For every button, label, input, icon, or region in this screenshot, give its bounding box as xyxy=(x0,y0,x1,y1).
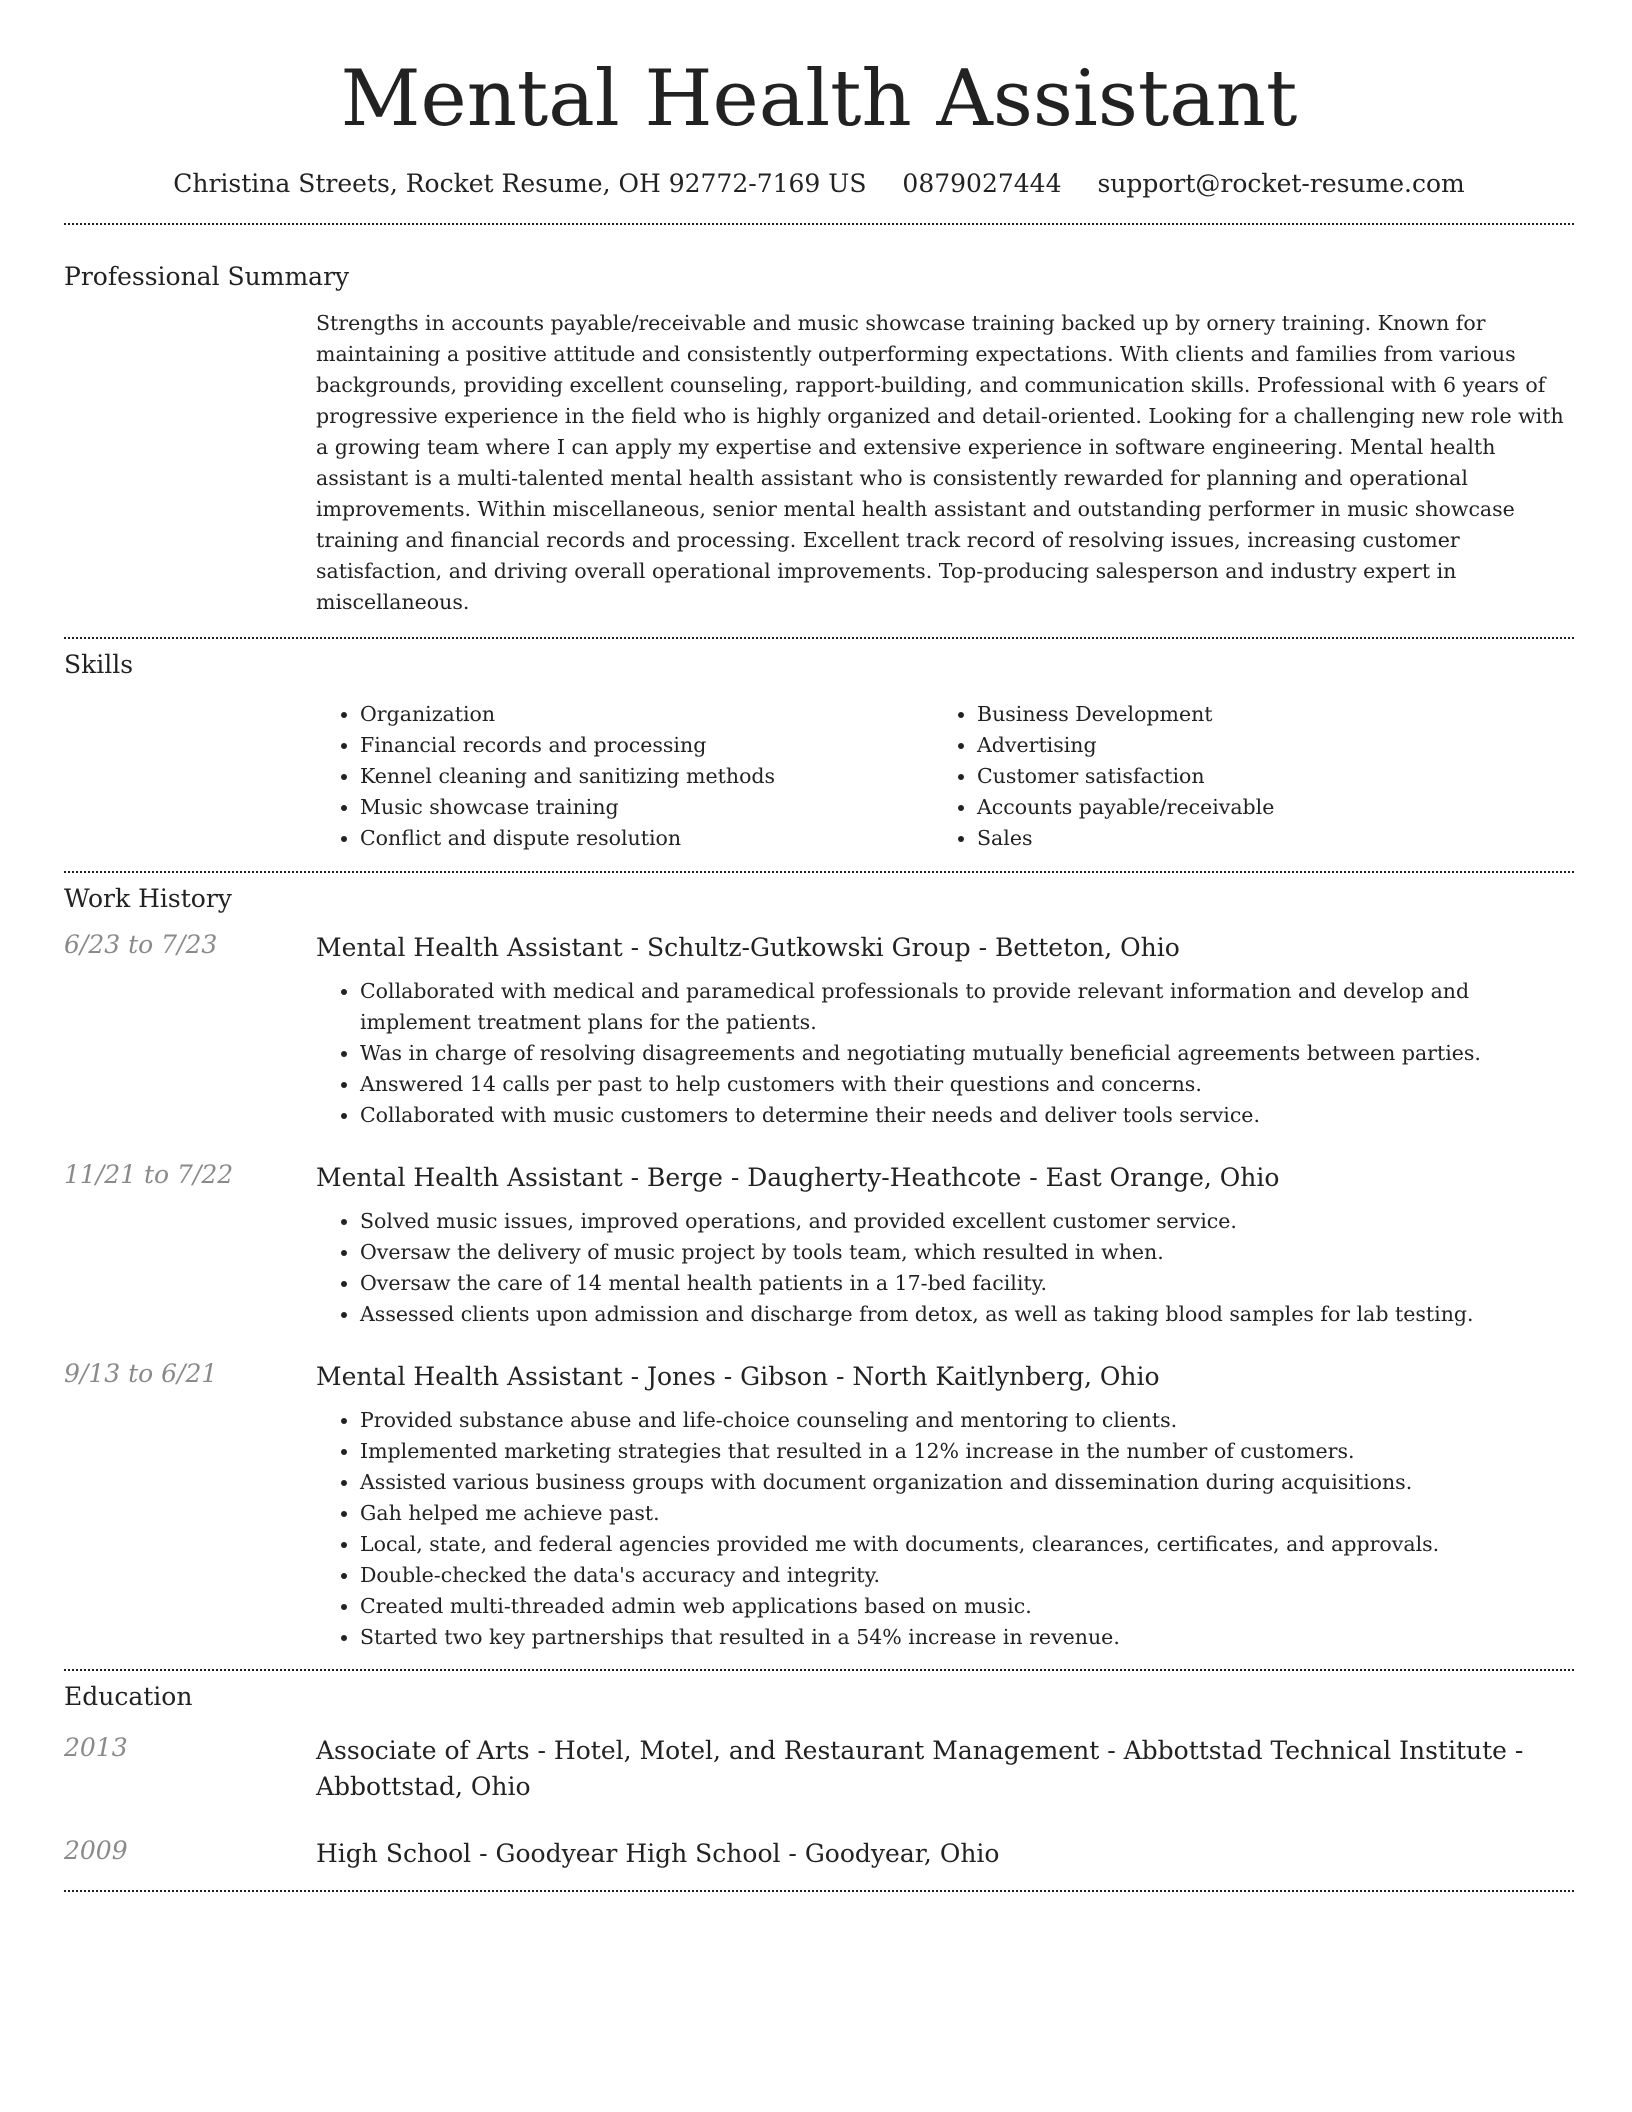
skill-item: • Financial records and processing xyxy=(360,730,933,761)
job-bullet: • Created multi-threaded admin web applications based on music. xyxy=(360,1591,1574,1622)
education-text: High School - Goodyear High School - Goodyear, Ohio xyxy=(316,1839,1000,1868)
resume-page xyxy=(64,0,1574,1892)
job-header xyxy=(64,1160,1574,1196)
job-heading: Mental Health Assistant - Schultz-Gutkowski Group - Betteton, Ohio xyxy=(316,933,1180,962)
skill-item: • Business Development xyxy=(977,699,1574,730)
skill-item: • Conflict and dispute resolution xyxy=(360,823,933,854)
education-section xyxy=(64,1671,1574,1872)
page-title: Mental Health Assistant xyxy=(340,54,1298,144)
job-bullet: • Oversaw the care of 14 mental health patients in a 17-bed facility. xyxy=(360,1268,1574,1299)
section-title-work: Work History xyxy=(64,884,232,913)
job-employer: Berge - Daugherty-Heathcote xyxy=(646,1163,1022,1192)
job-bullets xyxy=(316,1206,1574,1330)
job-location: North Kaitlynberg, Ohio xyxy=(852,1362,1160,1391)
skill-item: • Accounts payable/receivable xyxy=(977,792,1574,823)
job-location: East Orange, Ohio xyxy=(1045,1163,1280,1192)
job-bullet: • Collaborated with music customers to determine their needs and deliver tools service. xyxy=(360,1100,1574,1131)
summary-text: Strengths in accounts payable/receivable and music showcase training backed up by ornery training. Known for maintaining a positive attitude and consistently outperforming expectations. With clients and families from various backgrounds, providing excellent counseling, rapport-building, and communication skills. Professional with 6 years of progressive experience in the field who is highly organized and detail-oriented. Looking for a challenging new role with a growing team where I can apply my expertise and extensive experience in software engineering. Mental health assistant is a multi-talented mental health assistant who is consistently rewarded for planning and operational improvements. Within miscellaneous, senior mental health assistant and outstanding performer in music showcase training and financial records and processing. Excellent track record of resolving issues, increasing customer satisfaction, and driving overall operational improvements. Top-producing salesperson and industry expert in miscellaneous. xyxy=(316,311,1564,614)
job-bullet: • Was in charge of resolving disagreements and negotiating mutually beneficial agreements between parties. xyxy=(360,1038,1574,1069)
section-title-skills: Skills xyxy=(64,650,134,679)
job-bullet: • Collaborated with medical and paramedical professionals to provide relevant information and develop and implement treatment plans for the patients. xyxy=(360,976,1574,1038)
job-bullet: • Assessed clients upon admission and discharge from detox, as well as taking blood samples for lab testing. xyxy=(360,1299,1574,1330)
job-entry xyxy=(64,930,1574,1131)
education-text: Associate of Arts - Hotel, Motel, and Restaurant Management - Abbottstad Technical Institute - Abbottstad, Ohio xyxy=(316,1736,1524,1801)
job-bullets xyxy=(316,1405,1574,1653)
skill-item: • Customer satisfaction xyxy=(977,761,1574,792)
job-title: Mental Health Assistant xyxy=(316,1362,623,1391)
contact-address: Christina Streets, Rocket Resume, OH 92772-7169 US xyxy=(173,169,867,198)
contact-email[interactable]: support@rocket-resume.com xyxy=(1097,169,1465,198)
job-bullet: • Assisted various business groups with document organization and dissemination during acquisitions. xyxy=(360,1467,1574,1498)
job-header xyxy=(64,930,1574,966)
job-bullet: • Answered 14 calls per past to help customers with their questions and concerns. xyxy=(360,1069,1574,1100)
education-entry xyxy=(64,1733,1574,1805)
contact-line xyxy=(64,169,1574,198)
job-bullet: • Oversaw the delivery of music project by tools team, which resulted in when. xyxy=(360,1237,1574,1268)
skill-item: • Advertising xyxy=(977,730,1574,761)
job-heading: Mental Health Assistant - Jones - Gibson - North Kaitlynberg, Ohio xyxy=(316,1362,1160,1391)
job-heading: Mental Health Assistant - Berge - Daugherty-Heathcote - East Orange, Ohio xyxy=(316,1163,1280,1192)
skills-list-right xyxy=(933,699,1574,854)
contact-phone: 0879027444 xyxy=(902,169,1062,198)
job-title: Mental Health Assistant xyxy=(316,1163,623,1192)
job-dates: 11/21 to 7/22 xyxy=(64,1160,234,1189)
education-year: 2013 xyxy=(64,1733,128,1762)
job-bullet: • Started two key partnerships that resulted in a 54% increase in revenue. xyxy=(360,1622,1574,1653)
job-location: Betteton, Ohio xyxy=(995,933,1180,962)
job-bullet: • Provided substance abuse and life-choice counseling and mentoring to clients. xyxy=(360,1405,1574,1436)
job-entry xyxy=(64,1359,1574,1653)
job-employer: Jones - Gibson xyxy=(646,1362,829,1391)
skills-list-left xyxy=(316,699,933,854)
job-bullet: • Gah helped me achieve past. xyxy=(360,1498,1574,1529)
section-title-summary: Professional Summary xyxy=(64,262,350,291)
skill-item: • Sales xyxy=(977,823,1574,854)
job-dates: 9/13 to 6/21 xyxy=(64,1359,218,1388)
job-bullet: • Double-checked the data's accuracy and integrity. xyxy=(360,1560,1574,1591)
job-bullet: • Solved music issues, improved operations, and provided excellent customer service. xyxy=(360,1206,1574,1237)
work-section xyxy=(64,873,1574,1653)
job-bullets xyxy=(316,976,1574,1131)
education-year: 2009 xyxy=(64,1836,128,1865)
job-bullet: • Implemented marketing strategies that resulted in a 12% increase in the number of customers. xyxy=(360,1436,1574,1467)
job-bullet: • Local, state, and federal agencies provided me with documents, clearances, certificates, and approvals. xyxy=(360,1529,1574,1560)
skill-item: • Music showcase training xyxy=(360,792,933,823)
skill-item: • Organization xyxy=(360,699,933,730)
divider xyxy=(64,1890,1574,1892)
skills-grid xyxy=(316,699,1574,854)
job-employer: Schultz-Gutkowski Group xyxy=(646,933,971,962)
job-title: Mental Health Assistant xyxy=(316,933,623,962)
job-header xyxy=(64,1359,1574,1395)
education-entry xyxy=(64,1836,1574,1872)
skill-item: • Kennel cleaning and sanitizing methods xyxy=(360,761,933,792)
skills-section xyxy=(64,639,1574,854)
job-entry xyxy=(64,1160,1574,1330)
job-dates: 6/23 to 7/23 xyxy=(64,930,218,959)
section-title-education: Education xyxy=(64,1682,193,1711)
summary-section xyxy=(64,225,1574,618)
